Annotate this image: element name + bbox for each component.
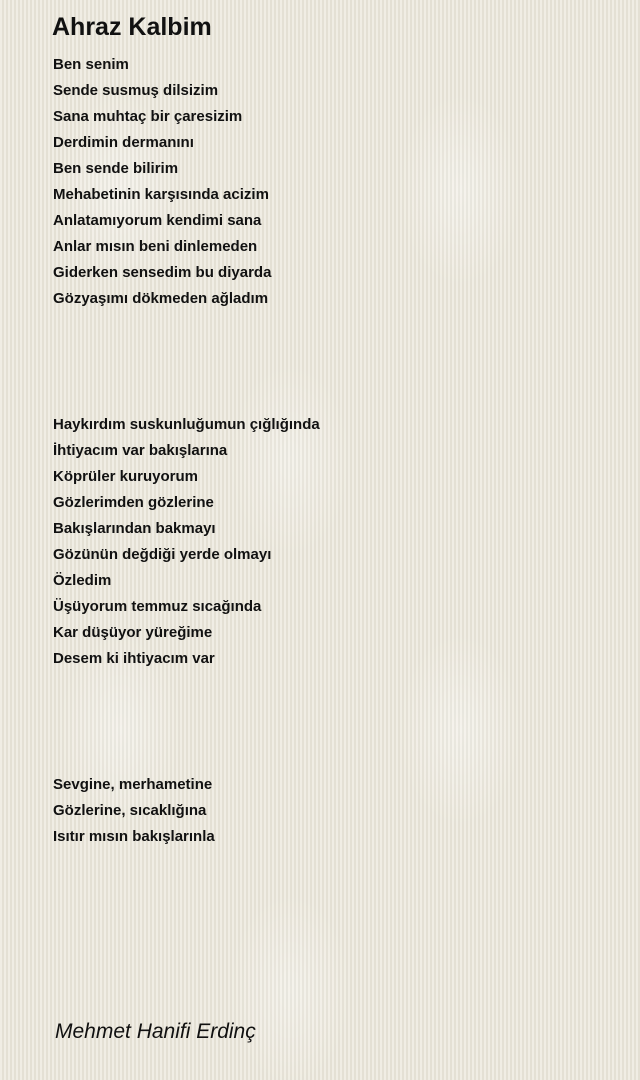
poem-title: Ahraz Kalbim <box>52 13 212 41</box>
poem-line: Gözyaşımı dökmeden ağladım <box>53 290 269 307</box>
stanza-3 <box>53 772 215 850</box>
poem-author: Mehmet Hanifi Erdinç <box>55 1020 256 1043</box>
poem-line: Ben sende bilirim <box>53 160 179 177</box>
poem-line: Anlatamıyorum kendimi sana <box>53 212 262 229</box>
poem-line: Kar düşüyor yüreğime <box>53 624 213 641</box>
poem-line: Özledim <box>53 572 112 589</box>
poem-line: Desem ki ihtiyacım var <box>53 650 215 667</box>
stanza-1 <box>53 52 271 312</box>
poem-line: Bakışlarından bakmayı <box>53 520 216 537</box>
poem-line: Gözünün değdiği yerde olmayı <box>53 546 272 563</box>
poem-line: Gözlerimden gözlerine <box>53 494 214 511</box>
stanza-2 <box>53 412 320 672</box>
poem-line: Sana muhtaç bir çaresizim <box>53 108 243 125</box>
poem-line: Giderken sensedim bu diyarda <box>53 264 272 281</box>
poem-line: Mehabetinin karşısında acizim <box>53 186 269 203</box>
poem-line: Isıtır mısın bakışlarınla <box>53 828 215 845</box>
poem-line: Üşüyorum temmuz sıcağında <box>53 598 262 615</box>
poem-line: Gözlerine, sıcaklığına <box>53 802 207 819</box>
poem-line: Köprüler kuruyorum <box>53 468 199 485</box>
poem-line: Ben senim <box>53 56 129 73</box>
poem-line: Derdimin dermanını <box>53 134 194 151</box>
poem-line: Sevgine, merhametine <box>53 776 213 793</box>
poem-line: Anlar mısın beni dinlemeden <box>53 238 258 255</box>
poem-line: Sende susmuş dilsizim <box>53 82 219 99</box>
poem-line: İhtiyacım var bakışlarına <box>53 442 228 459</box>
poem-line: Haykırdım suskunluğumun çığlığında <box>53 416 320 433</box>
